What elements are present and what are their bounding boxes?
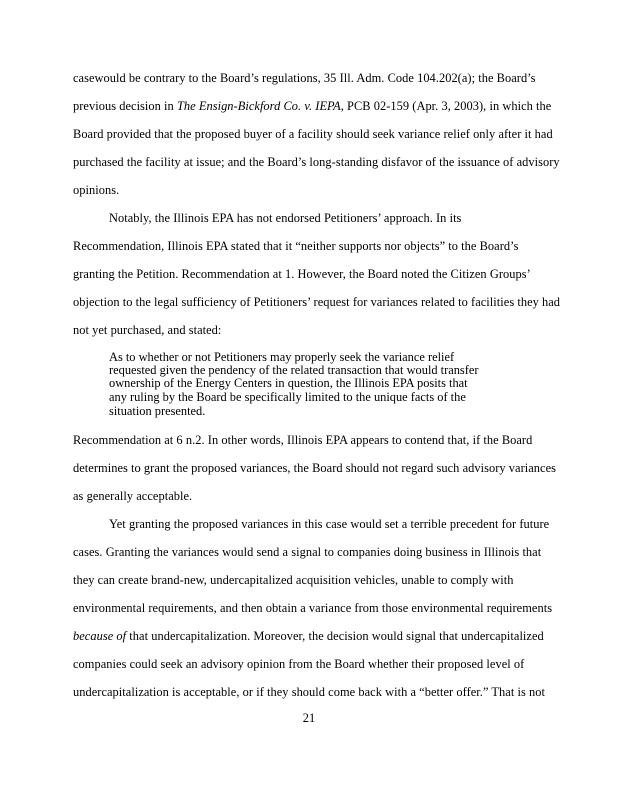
- paragraph-2-line-2: Recommendation, Illinois EPA stated that it “neither supports nor objects” to the Board’s: [73, 239, 519, 253]
- blockquote-line-2: requested given the pendency of the related transaction that would transfer: [109, 363, 479, 377]
- paragraph-2-line-3: granting the Petition. Recommendation at 1. However, the Board noted the Citizen Groups’: [73, 267, 531, 281]
- paragraph-3-line-1: Recommendation at 6 n.2. In other words, Illinois EPA appears to contend that, if the Board: [73, 433, 533, 447]
- paragraph-3-line-2: determines to grant the proposed variances, the Board should not regard such advisory variances: [73, 461, 557, 475]
- paragraph-4-line-1: Yet granting the proposed variances in this case would set a terrible precedent for future: [109, 517, 550, 531]
- page-number: 21: [302, 711, 316, 725]
- paragraph-1-line-2: [73, 100, 551, 112]
- emphasis: because of: [73, 629, 127, 643]
- blockquote-line-1: As to whether or not Petitioners may properly seek the variance relief: [109, 350, 455, 364]
- paragraph-4-line-2: cases. Granting the variances would send a signal to companies doing business in Illinois that: [73, 545, 542, 559]
- paragraph-4-line-7: undercapitalization is acceptable, or if they should come back with a “better offer.” That is not: [73, 685, 545, 699]
- text: , PCB 02-159 (Apr. 3, 2003), in which the: [340, 99, 552, 113]
- text: previous decision in: [73, 99, 177, 113]
- paragraph-2-line-4: objection to the legal sufficiency of Petitioners’ request for variances related to facilities they had: [73, 295, 561, 309]
- paragraph-1-line-3: Board provided that the proposed buyer of a facility should seek variance relief only after it had: [73, 127, 553, 141]
- paragraph-1-line-1: casewould be contrary to the Board’s regulations, 35 Ill. Adm. Code 104.202(a); the Board’s: [73, 71, 536, 85]
- blockquote-line-4: any ruling by the Board be specifically limited to the unique facts of the: [109, 390, 466, 404]
- paragraph-4-line-5: [73, 630, 544, 642]
- paragraph-4-line-6: companies could seek an advisory opinion from the Board whether their proposed level of: [73, 657, 525, 671]
- case-citation: The Ensign-Bickford Co. v. IEPA: [176, 99, 341, 113]
- paragraph-4-line-4: environmental requirements, and then obtain a variance from those environmental requirements: [73, 601, 553, 615]
- paragraph-3-line-3: as generally acceptable.: [73, 489, 193, 503]
- blockquote-line-3: ownership of the Energy Centers in question, the Illinois EPA posits that: [109, 376, 468, 390]
- blockquote-line-5: situation presented.: [109, 404, 206, 418]
- paragraph-2-line-5: not yet purchased, and stated:: [73, 323, 222, 337]
- text: that undercapitalization. Moreover, the decision would signal that undercapitalized: [126, 629, 544, 643]
- paragraph-2-line-1: Notably, the Illinois EPA has not endorsed Petitioners’ approach. In its: [109, 211, 462, 225]
- paragraph-4-line-3: they can create brand-new, undercapitalized acquisition vehicles, unable to comply with: [73, 573, 514, 587]
- paragraph-1-line-4: purchased the facility at issue; and the Board’s long-standing disfavor of the issuance of advisory: [73, 155, 560, 169]
- paragraph-1-line-5: opinions.: [73, 183, 120, 197]
